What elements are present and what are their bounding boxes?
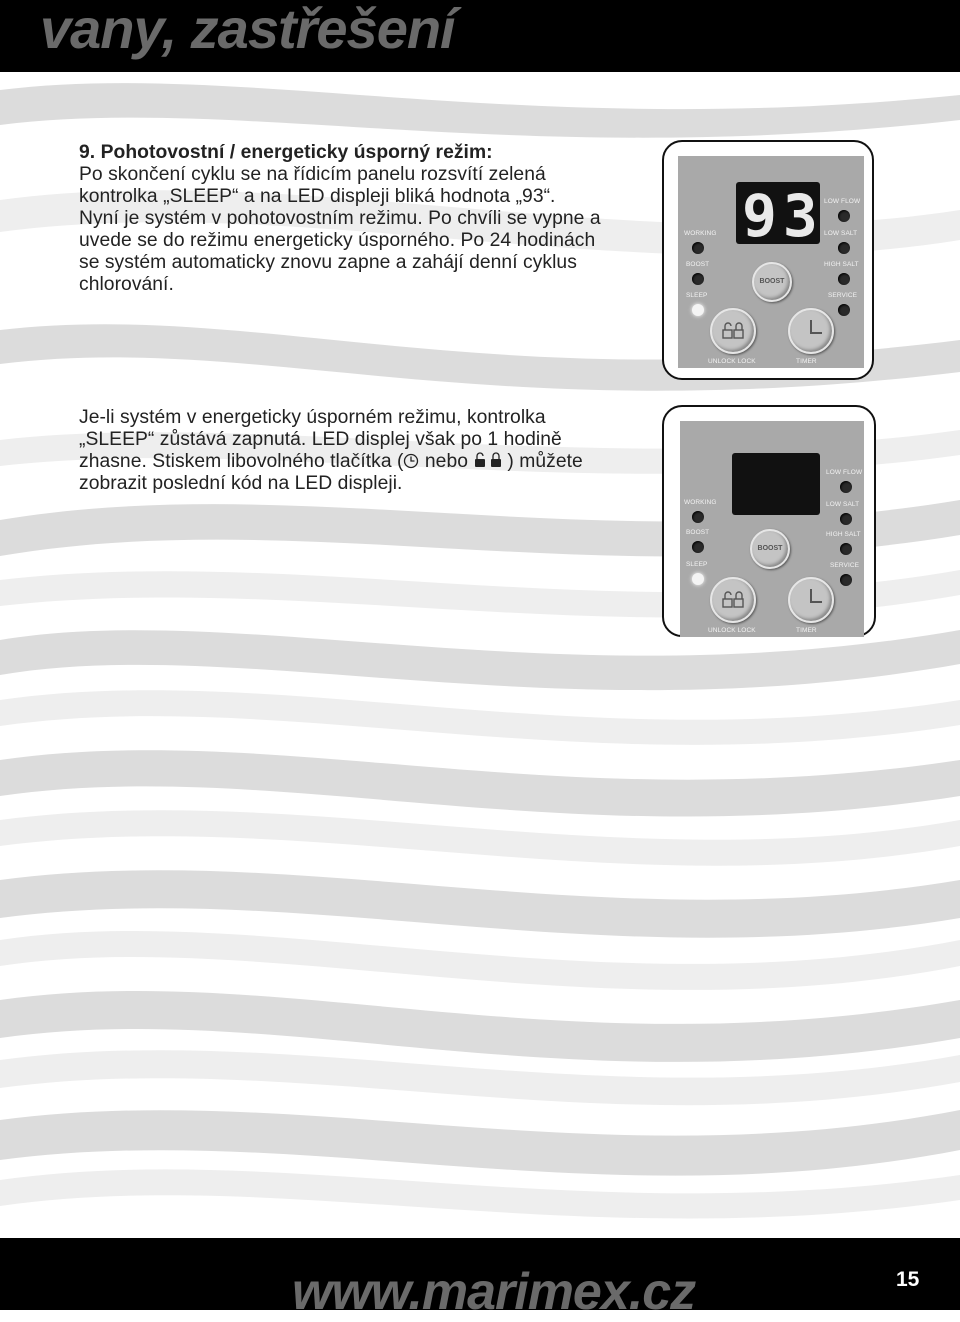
- paragraph-line: zobrazit poslední kód na LED displeji.: [79, 473, 403, 494]
- text-fragment: nebo: [419, 451, 474, 472]
- label-high-salt: HIGH SALT: [826, 531, 861, 538]
- unlock-lock-icon: [473, 451, 507, 469]
- label-unlock-lock: UNLOCK LOCK: [708, 358, 756, 365]
- label-timer: TIMER: [796, 627, 817, 634]
- led-low-flow: [840, 481, 852, 493]
- label-working: WORKING: [684, 499, 717, 506]
- page-footer: [0, 1238, 960, 1321]
- paragraph-line: kontrolka „SLEEP“ a na LED displeji bliká hodnota „93“.: [79, 186, 556, 207]
- led-display: [736, 182, 824, 250]
- paragraph-line: chlorování.: [79, 274, 174, 295]
- led-high-salt: [840, 543, 852, 555]
- led-service: [838, 304, 850, 316]
- unlock-lock-icon: [712, 579, 754, 621]
- paragraph-line: uvede se do režimu energeticky úsporného. Po 24 hodinách: [79, 230, 596, 251]
- led-boost: [692, 273, 704, 285]
- label-low-salt: LOW SALT: [824, 230, 858, 237]
- led-working: [692, 511, 704, 523]
- control-panel-figure-display-on: [662, 140, 874, 380]
- led-display-value: 93: [742, 182, 824, 250]
- control-panel-figure-display-off: [662, 405, 876, 637]
- boost-button[interactable]: [750, 529, 790, 569]
- timer-button[interactable]: [788, 308, 834, 354]
- control-panel: [678, 156, 864, 368]
- unlock-lock-icon: [712, 310, 754, 352]
- label-high-salt: HIGH SALT: [824, 261, 859, 268]
- label-sleep: SLEEP: [686, 561, 708, 568]
- label-working: WORKING: [684, 230, 717, 237]
- clock-icon: [790, 310, 832, 352]
- label-boost: BOOST: [686, 261, 710, 268]
- label-low-flow: LOW FLOW: [824, 198, 861, 205]
- text-fragment: zhasne. Stiskem libovolného tlačítka (: [79, 451, 404, 472]
- led-display-off: [732, 453, 820, 515]
- led-working: [692, 242, 704, 254]
- label-low-flow: LOW FLOW: [826, 469, 863, 476]
- led-sleep: [692, 304, 704, 316]
- text-fragment: ) můžete: [507, 451, 583, 472]
- paragraph-line: „SLEEP“ zůstává zapnutá. LED displej však po 1 hodině: [79, 429, 562, 450]
- clock-icon: [790, 579, 832, 621]
- led-low-flow: [838, 210, 850, 222]
- led-sleep: [692, 573, 704, 585]
- page-header: [0, 0, 960, 72]
- label-sleep: SLEEP: [686, 292, 708, 299]
- paragraph-line-with-icons: [79, 451, 659, 473]
- section-display-off: [79, 407, 659, 495]
- paragraph-line: Nyní je systém v pohotovostním režimu. Po chvíli se vypne a: [79, 208, 601, 229]
- section-heading: 9. Pohotovostní / energeticky úsporný režim:: [79, 142, 493, 163]
- boost-button-label: BOOST: [757, 545, 783, 552]
- clock-icon: [403, 453, 419, 469]
- paragraph-line: Po skončení cyklu se na řídicím panelu rozsvítí zelená: [79, 164, 546, 185]
- unlock-lock-button[interactable]: [710, 308, 756, 354]
- paragraph-line: Je-li systém v energeticky úsporném režimu, kontrolka: [79, 407, 546, 428]
- unlock-lock-button[interactable]: [710, 577, 756, 623]
- footer-website-url: www.marimex.cz: [292, 1263, 696, 1321]
- control-panel: [680, 421, 864, 637]
- led-low-salt: [838, 242, 850, 254]
- boost-button[interactable]: [752, 262, 792, 302]
- led-boost: [692, 541, 704, 553]
- label-service: SERVICE: [828, 292, 858, 299]
- label-timer: TIMER: [796, 358, 817, 365]
- label-boost: BOOST: [686, 529, 710, 536]
- led-low-salt: [840, 513, 852, 525]
- led-high-salt: [838, 273, 850, 285]
- boost-button-label: BOOST: [759, 278, 785, 285]
- timer-button[interactable]: [788, 577, 834, 623]
- label-unlock-lock: UNLOCK LOCK: [708, 627, 756, 634]
- header-title: vany, zastřešení: [40, 0, 455, 60]
- page-number: 15: [896, 1268, 920, 1291]
- paragraph-line: se systém automaticky znovu zapne a zahájí denní cyklus: [79, 252, 577, 273]
- led-service: [840, 574, 852, 586]
- label-service: SERVICE: [830, 562, 860, 569]
- label-low-salt: LOW SALT: [826, 501, 860, 508]
- section-sleep-mode: [79, 142, 659, 296]
